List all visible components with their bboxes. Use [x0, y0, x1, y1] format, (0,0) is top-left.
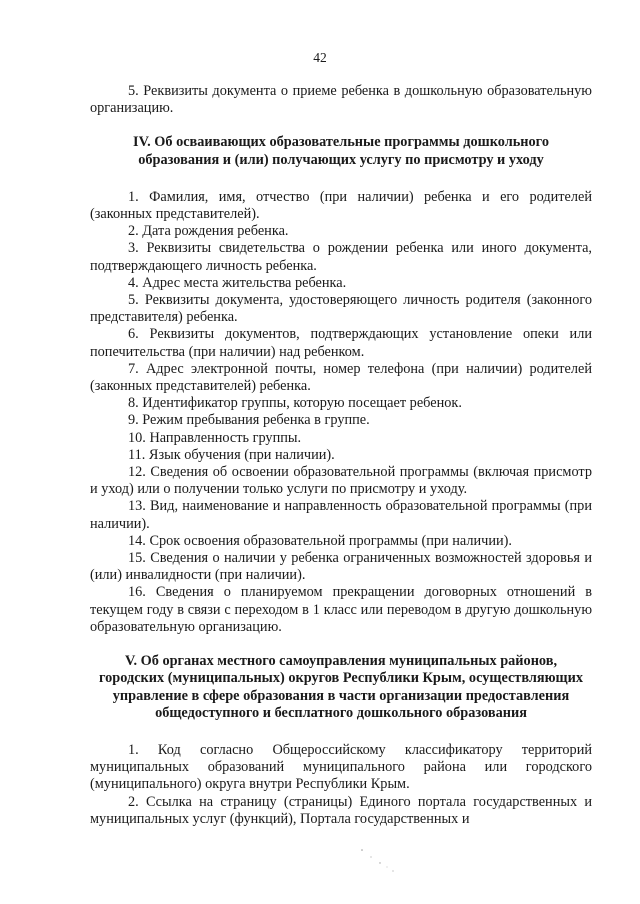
section-4-item: 8. Идентификатор группы, которую посещает ребенок. [128, 395, 462, 412]
section-4-item: 14. Срок освоения образовательной программы (при наличии). [128, 532, 512, 549]
page-content [90, 83, 592, 828]
section-4-heading: IV. Об осваивающих образовательные программы дошкольного образования и (или) получающих услугу по присмотру и уходу [133, 134, 549, 168]
paragraph-item-5-prev: 5. Реквизиты документа о приеме ребенка в дошкольную образовательную организацию. [90, 83, 592, 117]
section-4-item: 2. Дата рождения ребенка. [128, 223, 289, 240]
section-4-item: 6. Реквизиты документов, подтверждающих установление опеки или попечительства (при наличии) над ребенком. [90, 326, 592, 360]
section-5-item: 1. Код согласно Общероссийскому классификатору территорий муниципальных образований муниципального района или городского (муниципального) округа внутри Республики Крым. [90, 741, 592, 793]
page-number: 42 [313, 50, 327, 65]
scan-specks [340, 836, 400, 876]
section-4-item: 3. Реквизиты свидетельства о рождении ребенка или иного документа, подтверждающего личность ребенка. [90, 240, 592, 274]
section-4-item: 16. Сведения о планируемом прекращении договорных отношений в текущем году в связи с переходом в 1 класс или переводом в другую дошкольную образовательную организацию. [90, 584, 592, 635]
section-4-item: 4. Адрес места жительства ребенка. [128, 274, 347, 291]
section-4-item: 5. Реквизиты документа, удостоверяющего личность родителя (законного представителя) ребенка. [90, 292, 592, 326]
section-4-item: 15. Сведения о наличии у ребенка ограниченных возможностей здоровья и (или) инвалидности (при наличии). [90, 550, 592, 584]
section-4-item: 11. Язык обучения (при наличии). [128, 446, 335, 463]
section-4-item: 9. Режим пребывания ребенка в группе. [128, 412, 370, 429]
section-4-item: 10. Направленность группы. [128, 429, 302, 446]
section-4-item: 13. Вид, наименование и направленность образовательной программы (при наличии). [90, 498, 592, 532]
section-5-heading: V. Об органах местного самоуправления муниципальных районов, городских (муниципальных) округов Республики Крым, осуществляющих управление в сфере образования в части организации предоставления общедоступного и бесплатного дошкольного образования [99, 653, 583, 721]
section-4-item: 1. Фамилия, имя, отчество (при наличии) ребенка и его родителей (законных представителей). [90, 188, 592, 223]
section-4-item: 12. Сведения об освоении образовательной программы (включая присмотр и уход) или о получении только услуги по присмотру и уходу. [90, 464, 592, 498]
section-5-item: 2. Ссылка на страницу (страницы) Единого портала государственных и муниципальных услуг (функций), Портала государственных и [90, 793, 592, 827]
section-4-item: 7. Адрес электронной почты, номер телефона (при наличии) родителей (законных представителей) ребенка. [90, 360, 592, 395]
